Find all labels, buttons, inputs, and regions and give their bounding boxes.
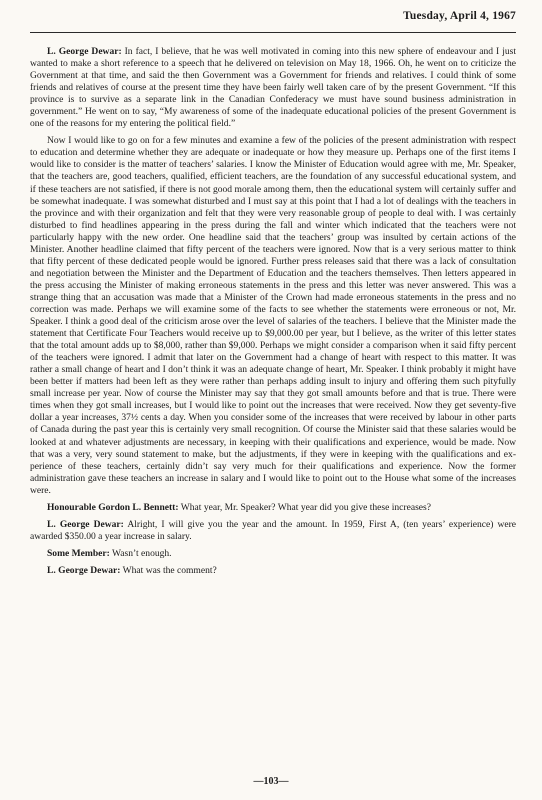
- paragraph-some-member: [30, 548, 516, 560]
- paragraph-bennett: [30, 502, 516, 514]
- header-rule: [30, 32, 516, 33]
- paragraph-dewar-2: [30, 135, 516, 496]
- paragraph-text: Now I would like to go on for a few minutes and examine a few of the policies of the present administration with respect to education and determine whether they are adequate or inadequate or how they measure up. Perhaps one of the first items I would like to consider is the matter of teachers’ salaries. I know the Minister of Education would agree with me, Mr. Speaker, that the teachers are, good teachers, qualified, efficient teachers, are the foundation of any successful educational system, and if these teachers are not satisfied, if there is not good morale among them, then the educational system will certainly suffer and be somewhat inadequate. I was somewhat disturbed and I must say at this point that I had a lot of dealings with the teachers in the province and with their organization and felt that they were very reasonable group of people to deal with. I was certainly disturbed to find headlines appearing in the press during the fall and winter which indicated that the teachers were not particularly happy with the new order. One headline said that the teachers’ group was insulted by certain actions of the Minister. Another headline claimed that fifty percent of the teachers were ignored. Now that is a very serious matter to think that fifty percent of these dedicated people would be ignored. Further press releases said that there was a lack of consultation and negotiation between the Minister and the Department of Education and the teachers themselves. Then letters appeared in the press accusing the Minister of making erroneous statements in the press and this letter was never answered. This was a strange thing that an accusation was made that a Minister of the Crown had made erroneous statements in the press and no correction was made. Perhaps we will examine some of the facts to see whether the statements were erroneous or not, Mr. Speaker. I think a good deal of the criticism arose over the level of salaries of the teachers. I believe that the Minister made the statement that Certificate Four Teachers would receive up to $9,000.00 per year, but I believe, as the writer of this letter states that the total amount adds up to $8,000, rather than $9,000. Perhaps we might consider a comparison when it said fifty percent of the teachers were ignored. I admit that later on the Government had a change of heart with respect to this matter. It was rather a small change of heart and I don’t think it was an adequate change of heart, Mr. Speaker. I think probably it might have been better if matters had been left as they were rather than perhaps adding insult to injury and offering them such pityfully small increase per year. Now of course the Minister may say that they got small amounts before and that is true. There were times when they got small increases, but I would like to point out the increases that were received. Now they get seventy-five dollar a year increases, 37½ cents a day. When you consider some of the increases that were received by labour in other parts of Canada during the past year this is certainly very small recognition. Of course the Minister said that these salaries would be looked at and whatever adjustments are necessary, in keeping with their qualifications and experience, would be made. Now that was a very, very sound statement to make, but the adjustments, if they were in keeping with the qualifications and experience of these teachers, certainly didn’t say very much for their qualifications and experience. Now the former administration gave these teachers an increase in salary and I would like to point out to the House what some of the increases were.: [30, 135, 516, 496]
- paragraph-text: What year, Mr. Speaker? What year did you give these increases?: [178, 501, 431, 513]
- speaker-name: L. George Dewar:: [47, 564, 121, 576]
- speaker-name: L. George Dewar:: [47, 46, 122, 57]
- paragraph-text: Alright, I will give you the year and the amount. In 1959, First A, (ten years’ experience) were awarded $350.00 a year increase in salary.: [30, 518, 516, 542]
- paragraph-text: Wasn’t enough.: [109, 547, 172, 559]
- paragraph-text: In fact, I believe, that he was well motivated in coming into this new sphere of endeavour and I just wanted to make a short reference to a speech that he delivered on television on May 18, 1966. Oh, he went on to criticize the Government at that time, and said the then Government was a Government for friends and relatives. I could think of some friends and relatives of course at the present time they have been fairly well taken care of by the present Government. “If this province is to survive as a separate link in the Canadian Confederacy we must have sound business administration in government.” He went on to say, “My awareness of some of the inadequate educational policies of the present Government is one of the reasons for my entering the political field.”: [30, 46, 516, 130]
- speaker-name: L. George Dewar:: [47, 518, 124, 530]
- paragraph-dewar-4: [30, 565, 516, 577]
- speaker-name: Some Member:: [47, 547, 110, 559]
- paragraph-dewar-1: [30, 46, 516, 130]
- speaker-name: Honourable Gordon L. Bennett:: [47, 501, 179, 513]
- page-number: —103—: [253, 776, 289, 787]
- paragraph-dewar-3: [30, 519, 516, 543]
- page-body: [30, 46, 516, 577]
- paragraph-text: What was the comment?: [120, 564, 217, 576]
- header-date: Tuesday, April 4, 1967: [403, 10, 516, 22]
